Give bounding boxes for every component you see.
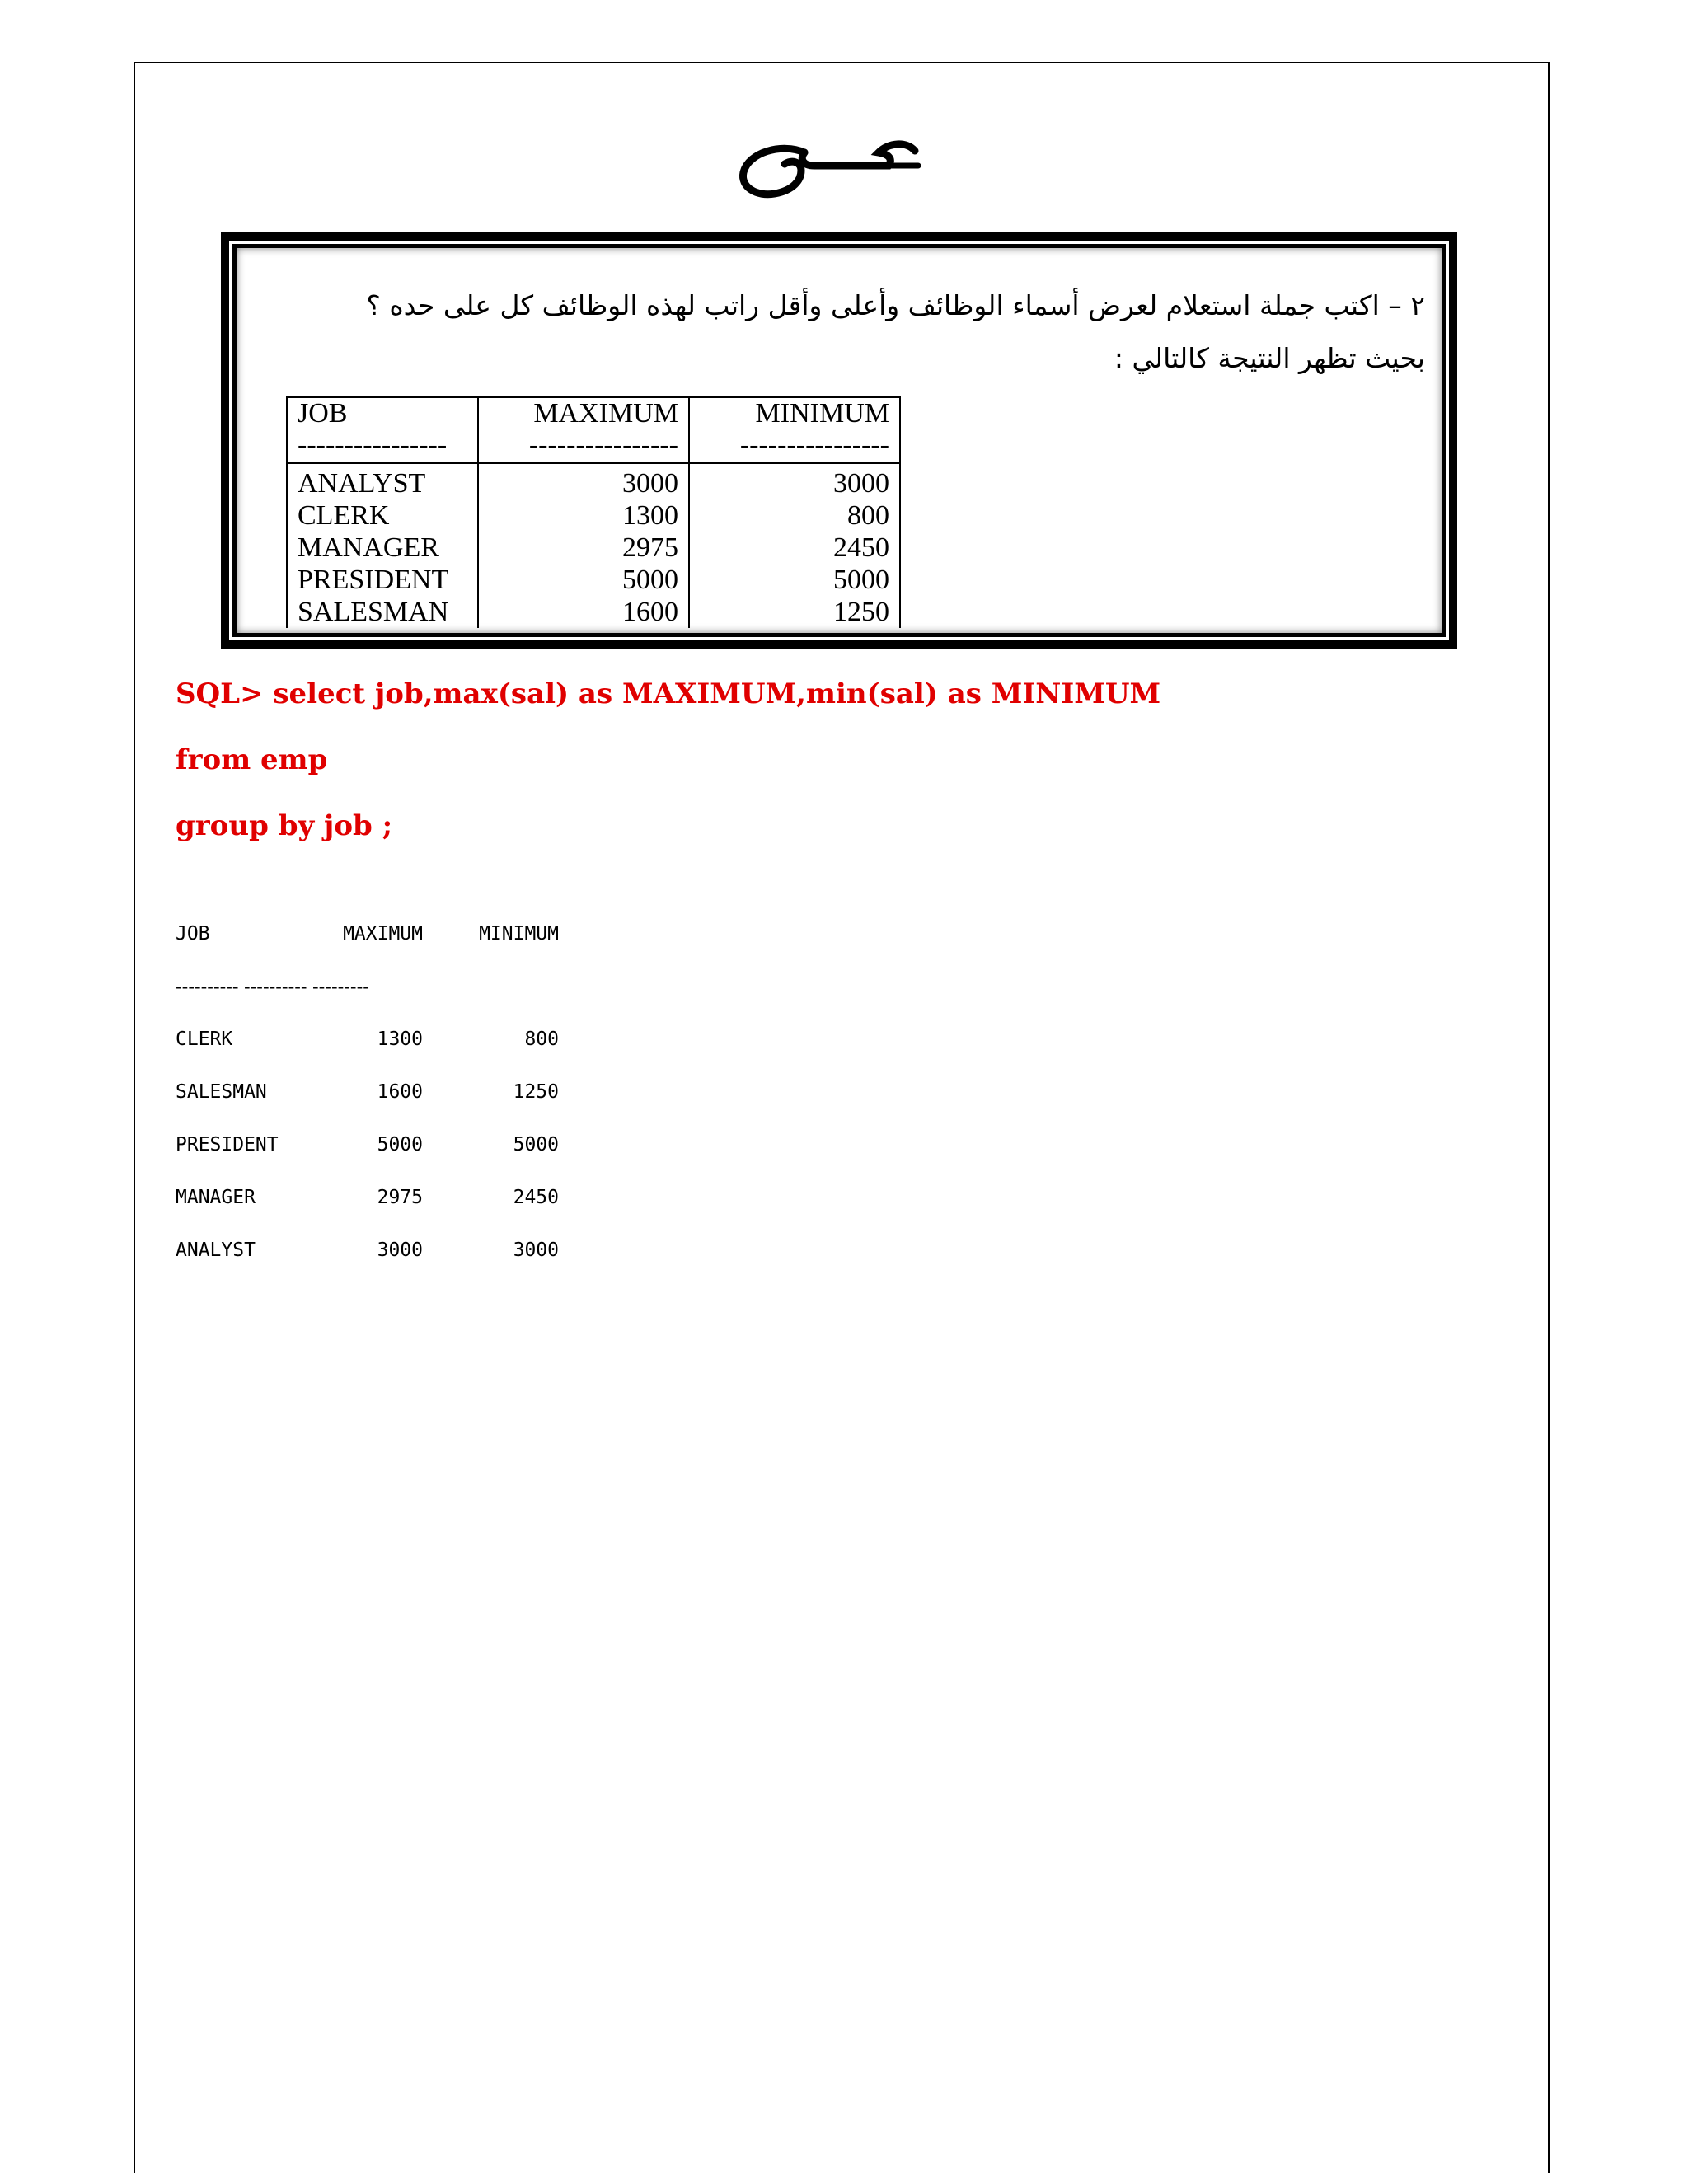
sql-query-line-2: from emp — [176, 743, 328, 776]
table-header-row — [287, 397, 900, 463]
table-row: MANAGER 2975 2450 — [287, 532, 900, 564]
sql-query-line-3: group by job ; — [176, 809, 393, 842]
table-row: SALESMAN 1600 1250 — [287, 596, 900, 628]
calligraphy-heading-icon — [724, 136, 921, 202]
table-row: PRESIDENT 5000 5000 — [287, 564, 900, 596]
header-minimum: MINIMUM ---------------- — [689, 397, 900, 463]
question-text: ٢ – اكتب جملة استعلام لعرض أسماء الوظائف وأعلى وأقل راتب لهذه الوظائف كل على حده ؟ — [366, 289, 1425, 321]
question-subtext: بحيث تظهر النتيجة كالتالي : — [1114, 342, 1425, 374]
header-maximum: MAXIMUM ---------------- — [478, 397, 689, 463]
expected-result-table — [286, 396, 901, 628]
header-job: JOB ---------------- — [287, 397, 478, 463]
sql-query-line-1: SQL> select job,max(sal) as MAXIMUM,min(sal) as MINIMUM — [176, 677, 1161, 710]
table-row: ANALYST 3000 3000 — [287, 463, 900, 499]
question-frame — [221, 232, 1457, 649]
table-row: CLERK 1300 800 — [287, 499, 900, 532]
